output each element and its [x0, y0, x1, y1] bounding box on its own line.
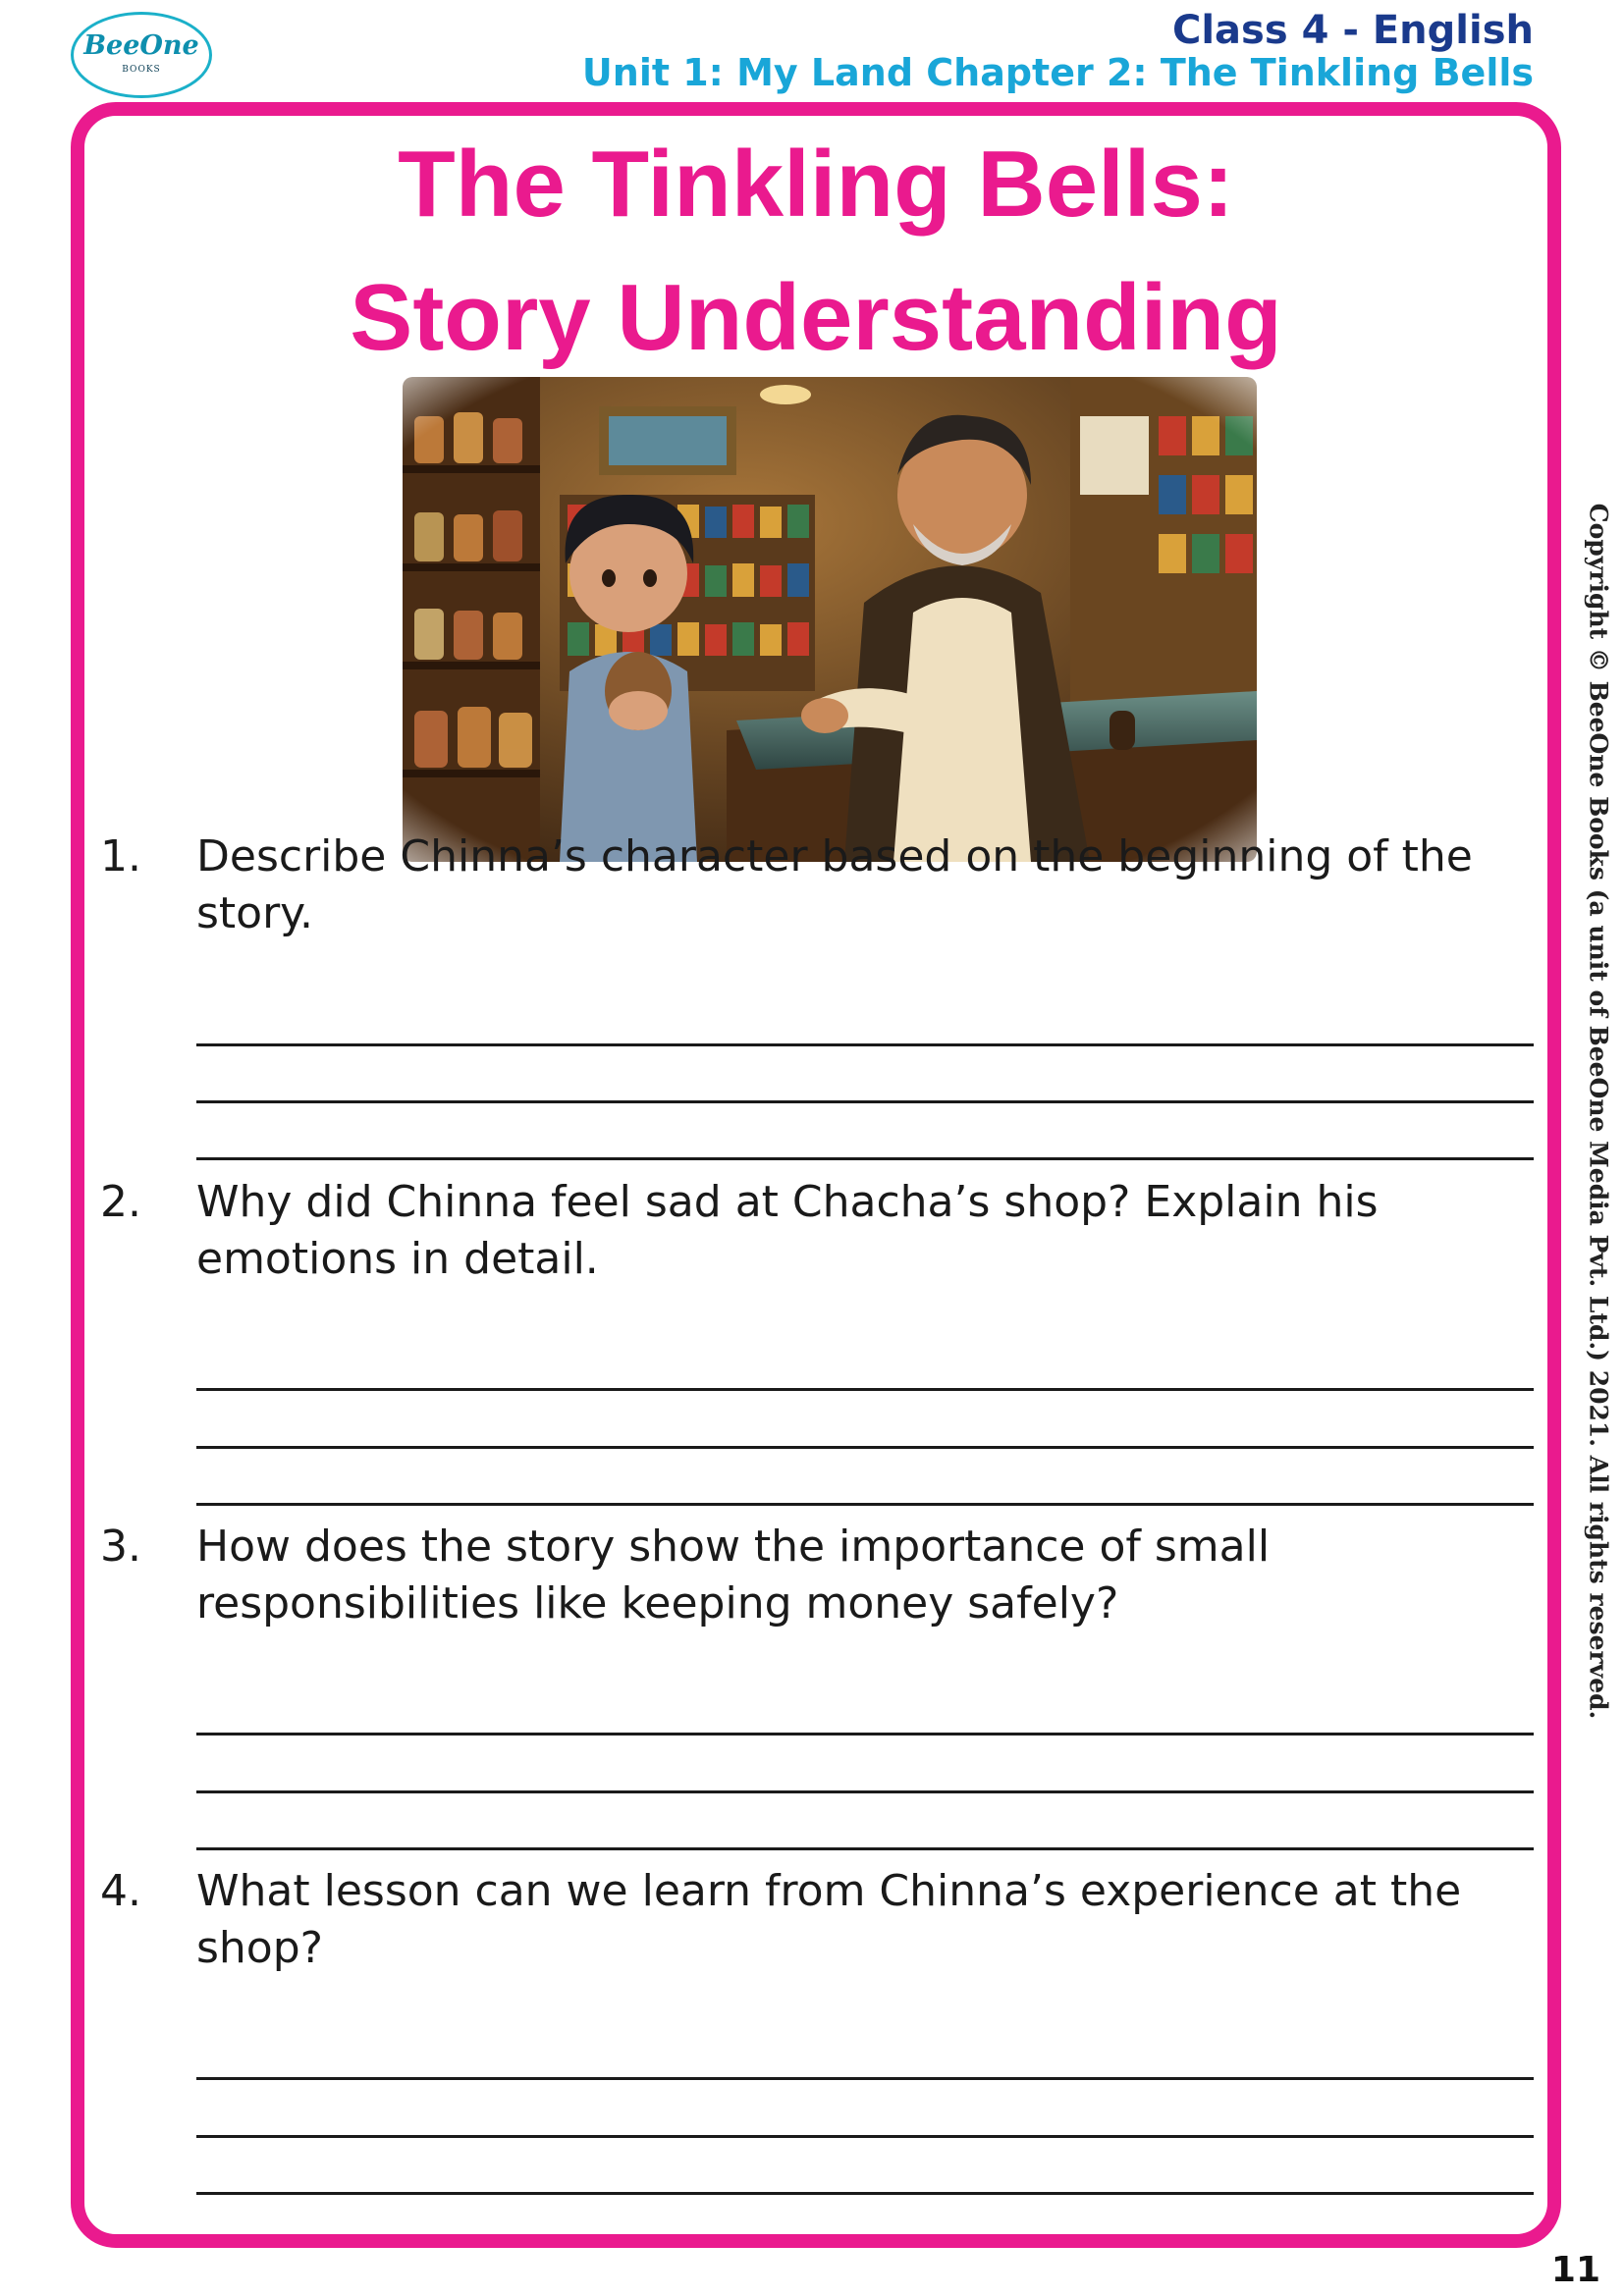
answer-line[interactable] — [196, 1503, 1534, 1506]
answer-line[interactable] — [196, 1790, 1534, 1793]
story-illustration — [403, 377, 1257, 862]
answer-line[interactable] — [196, 1043, 1534, 1046]
beeone-logo — [71, 12, 212, 98]
answer-line[interactable] — [196, 2135, 1534, 2138]
question-2-text: Why did Chinna feel sad at Chacha’s shop? Explain his emotions in detail. — [196, 1177, 1379, 1284]
boy-figure — [560, 495, 697, 862]
answer-line[interactable] — [196, 1388, 1534, 1391]
question-1-number: 1. — [100, 831, 141, 881]
jar-shelves-left — [403, 377, 540, 862]
answer-line[interactable] — [196, 2077, 1534, 2080]
answer-line[interactable] — [196, 1733, 1534, 1735]
question-3-number: 3. — [100, 1522, 141, 1572]
question-4-number: 4. — [100, 1866, 141, 1916]
page-title-line-2: Story Understanding — [350, 265, 1282, 370]
question-4-text: What lesson can we learn from Chinna’s experience at the shop? — [196, 1866, 1462, 1973]
answer-line[interactable] — [196, 1157, 1534, 1160]
answer-line[interactable] — [196, 1847, 1534, 1850]
question-2-number: 2. — [100, 1177, 141, 1227]
logo-subtitle: BOOKS — [122, 65, 161, 75]
question-3-text: How does the story show the importance of small responsibilities like keeping money safely? — [196, 1522, 1271, 1629]
copyright-notice: Copyright © BeeOne Books (a unit of BeeOne Media Pvt. Ltd.) 2021. All rights reserved. — [1584, 503, 1613, 1720]
logo-name: BeeOne — [83, 30, 199, 61]
page-title-line-1: The Tinkling Bells: — [398, 132, 1234, 237]
page-number: 11 — [1550, 2250, 1600, 2290]
unit-chapter-label: Unit 1: My Land Chapter 2: The Tinkling Bells — [581, 51, 1534, 94]
question-1-text: Describe Chinna’s character based on the beginning of the story. — [196, 831, 1473, 938]
answer-line[interactable] — [196, 1100, 1534, 1103]
answer-line[interactable] — [196, 2192, 1534, 2195]
answer-line[interactable] — [196, 1446, 1534, 1449]
class-label: Class 4 - English — [1171, 8, 1534, 53]
